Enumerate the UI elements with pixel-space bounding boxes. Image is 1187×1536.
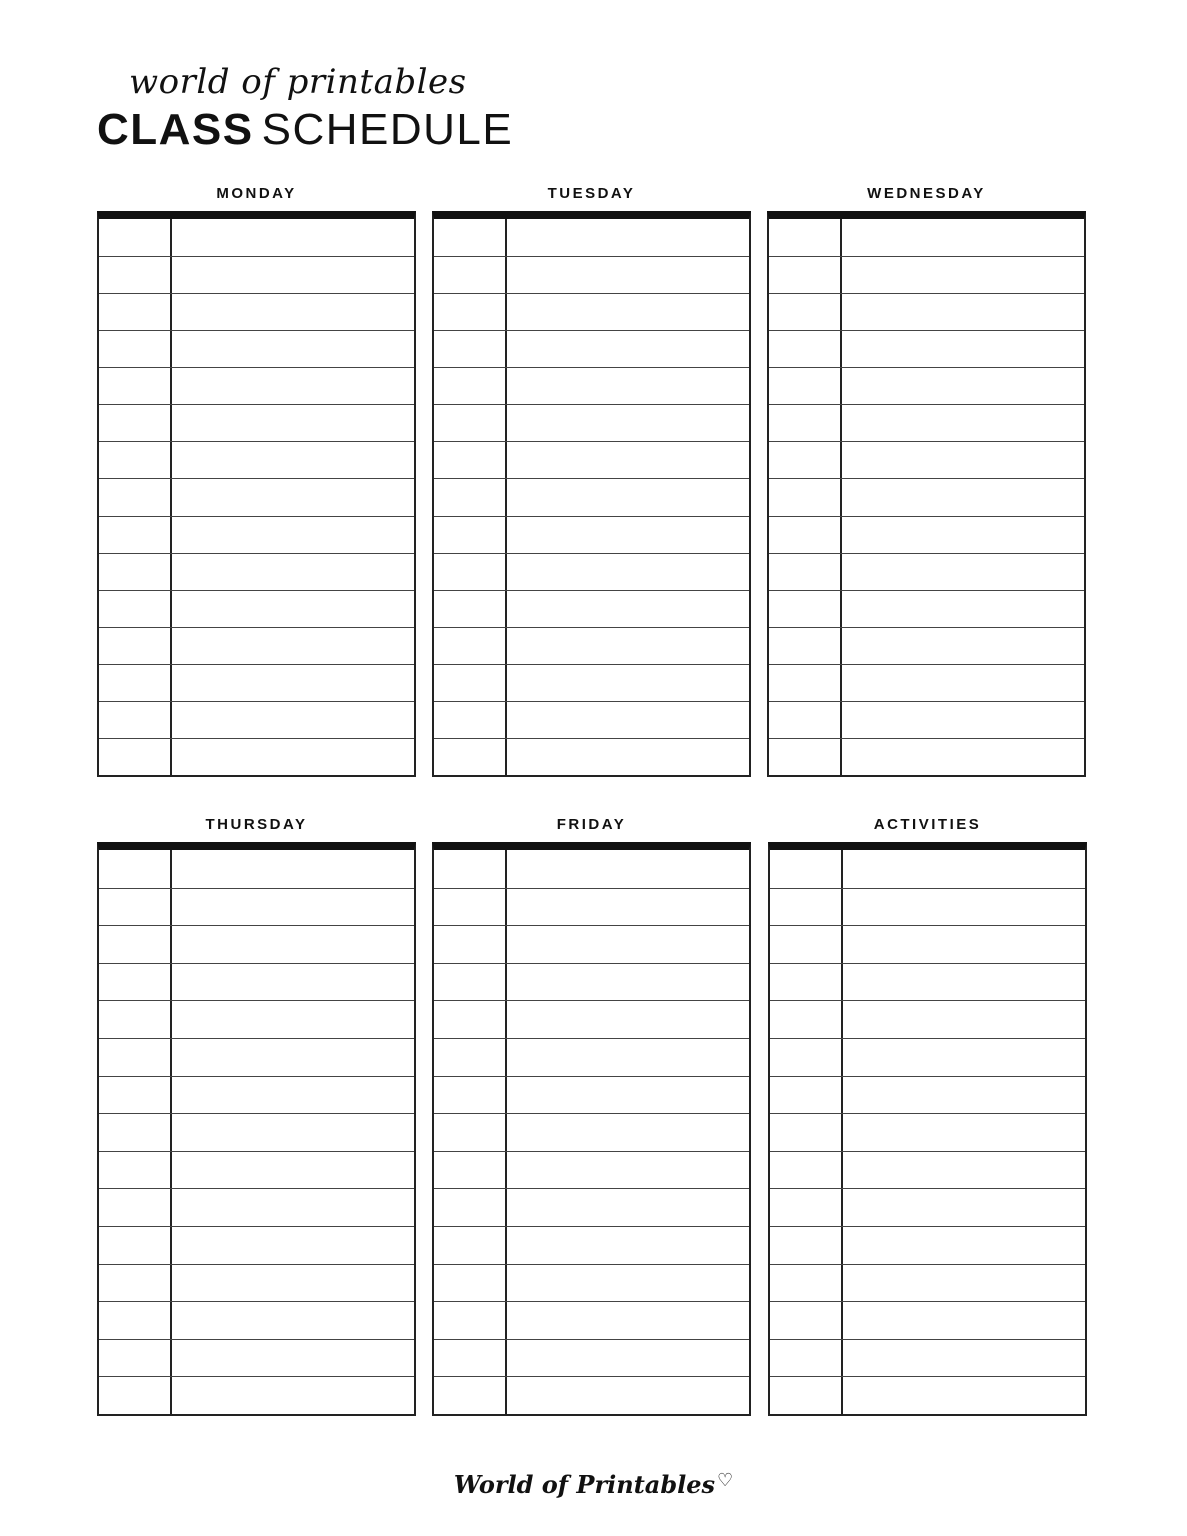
row-line xyxy=(769,553,1084,554)
row-line xyxy=(434,553,749,554)
row-line xyxy=(770,1264,1085,1265)
row-line xyxy=(769,590,1084,591)
schedule-grid xyxy=(432,842,751,1416)
row-line xyxy=(99,1038,414,1039)
row-line xyxy=(99,1226,414,1227)
page-header xyxy=(97,62,513,154)
row-line xyxy=(99,441,414,442)
footer-brand xyxy=(0,1470,1187,1499)
row-line xyxy=(434,1339,749,1340)
schedule-panel-wednesday xyxy=(767,185,1086,777)
row-line xyxy=(434,701,749,702)
panel-label: FRIDAY xyxy=(556,816,627,833)
row-line xyxy=(434,664,749,665)
row-line xyxy=(434,367,749,368)
row-line xyxy=(770,963,1085,964)
row-line xyxy=(434,516,749,517)
row-line xyxy=(769,478,1084,479)
row-line xyxy=(770,1339,1085,1340)
panel-label: ACTIVITIES xyxy=(873,816,982,833)
time-column-divider xyxy=(170,219,172,775)
schedule-panel-thursday xyxy=(97,816,416,1416)
row-line xyxy=(770,1188,1085,1189)
schedule-panel-activities xyxy=(768,816,1087,1416)
row-line xyxy=(434,1188,749,1189)
row-line xyxy=(770,888,1085,889)
schedule-panel-friday xyxy=(432,816,751,1416)
row-line xyxy=(769,256,1084,257)
row-line xyxy=(434,1264,749,1265)
row-line xyxy=(769,664,1084,665)
row-line xyxy=(769,738,1084,739)
row-line xyxy=(99,1188,414,1189)
row-line xyxy=(769,701,1084,702)
schedule-grid xyxy=(97,211,416,777)
row-line xyxy=(99,516,414,517)
schedule-panel-tuesday xyxy=(432,185,751,777)
row-line xyxy=(434,293,749,294)
heart-icon: ♡ xyxy=(717,1470,734,1491)
row-line xyxy=(99,627,414,628)
row-line xyxy=(99,1151,414,1152)
row-line xyxy=(769,404,1084,405)
row-line xyxy=(99,888,414,889)
row-line xyxy=(434,1000,749,1001)
panel-label: MONDAY xyxy=(216,185,297,202)
row-line xyxy=(434,1301,749,1302)
row-line xyxy=(434,256,749,257)
panel-label: THURSDAY xyxy=(205,816,308,833)
row-line xyxy=(769,627,1084,628)
row-line xyxy=(99,404,414,405)
row-line xyxy=(434,627,749,628)
row-line xyxy=(770,1113,1085,1114)
row-line xyxy=(434,590,749,591)
row-line xyxy=(99,1376,414,1377)
time-column-divider xyxy=(170,850,172,1414)
row-line xyxy=(99,925,414,926)
row-line xyxy=(99,738,414,739)
row-line xyxy=(769,293,1084,294)
schedule-grid xyxy=(432,211,751,777)
row-line xyxy=(99,1301,414,1302)
row-line xyxy=(770,925,1085,926)
row-line xyxy=(769,441,1084,442)
row-line xyxy=(99,478,414,479)
row-line xyxy=(770,1000,1085,1001)
schedule-grid xyxy=(97,842,416,1416)
row-line xyxy=(434,441,749,442)
row-line xyxy=(770,1226,1085,1227)
row-line xyxy=(434,1076,749,1077)
row-line xyxy=(434,478,749,479)
row-line xyxy=(769,516,1084,517)
row-line xyxy=(434,963,749,964)
row-line xyxy=(99,1076,414,1077)
row-line xyxy=(99,963,414,964)
page-title xyxy=(97,106,513,154)
footer-brand-text: World of Printables xyxy=(453,1470,716,1499)
time-column-divider xyxy=(505,219,507,775)
row-line xyxy=(434,738,749,739)
row-line xyxy=(434,1113,749,1114)
row-line xyxy=(769,367,1084,368)
schedule-grid xyxy=(768,842,1087,1416)
schedule-grid xyxy=(767,211,1086,777)
row-line xyxy=(434,1226,749,1227)
row-line xyxy=(434,888,749,889)
row-line xyxy=(769,330,1084,331)
panel-label: WEDNESDAY xyxy=(867,185,986,202)
row-line xyxy=(99,590,414,591)
page-title-light: SCHEDULE xyxy=(261,105,514,154)
row-line xyxy=(434,404,749,405)
row-line xyxy=(434,925,749,926)
time-column-divider xyxy=(505,850,507,1414)
row-line xyxy=(99,256,414,257)
row-line xyxy=(99,701,414,702)
row-line xyxy=(770,1301,1085,1302)
row-line xyxy=(434,1038,749,1039)
row-line xyxy=(99,330,414,331)
row-line xyxy=(434,1151,749,1152)
row-line xyxy=(434,1376,749,1377)
time-column-divider xyxy=(840,219,842,775)
schedule-panel-monday xyxy=(97,185,416,777)
row-line xyxy=(99,553,414,554)
row-line xyxy=(99,1339,414,1340)
page-title-bold: CLASS xyxy=(97,105,254,154)
row-line xyxy=(434,330,749,331)
row-line xyxy=(99,1264,414,1265)
row-line xyxy=(99,367,414,368)
row-line xyxy=(770,1038,1085,1039)
row-line xyxy=(99,1113,414,1114)
row-line xyxy=(99,293,414,294)
time-column-divider xyxy=(841,850,843,1414)
row-line xyxy=(770,1376,1085,1377)
row-line xyxy=(99,1000,414,1001)
row-line xyxy=(770,1076,1085,1077)
panel-label: TUESDAY xyxy=(547,185,636,202)
brand-script-title: world of printables xyxy=(129,62,467,102)
row-line xyxy=(770,1151,1085,1152)
row-line xyxy=(99,664,414,665)
